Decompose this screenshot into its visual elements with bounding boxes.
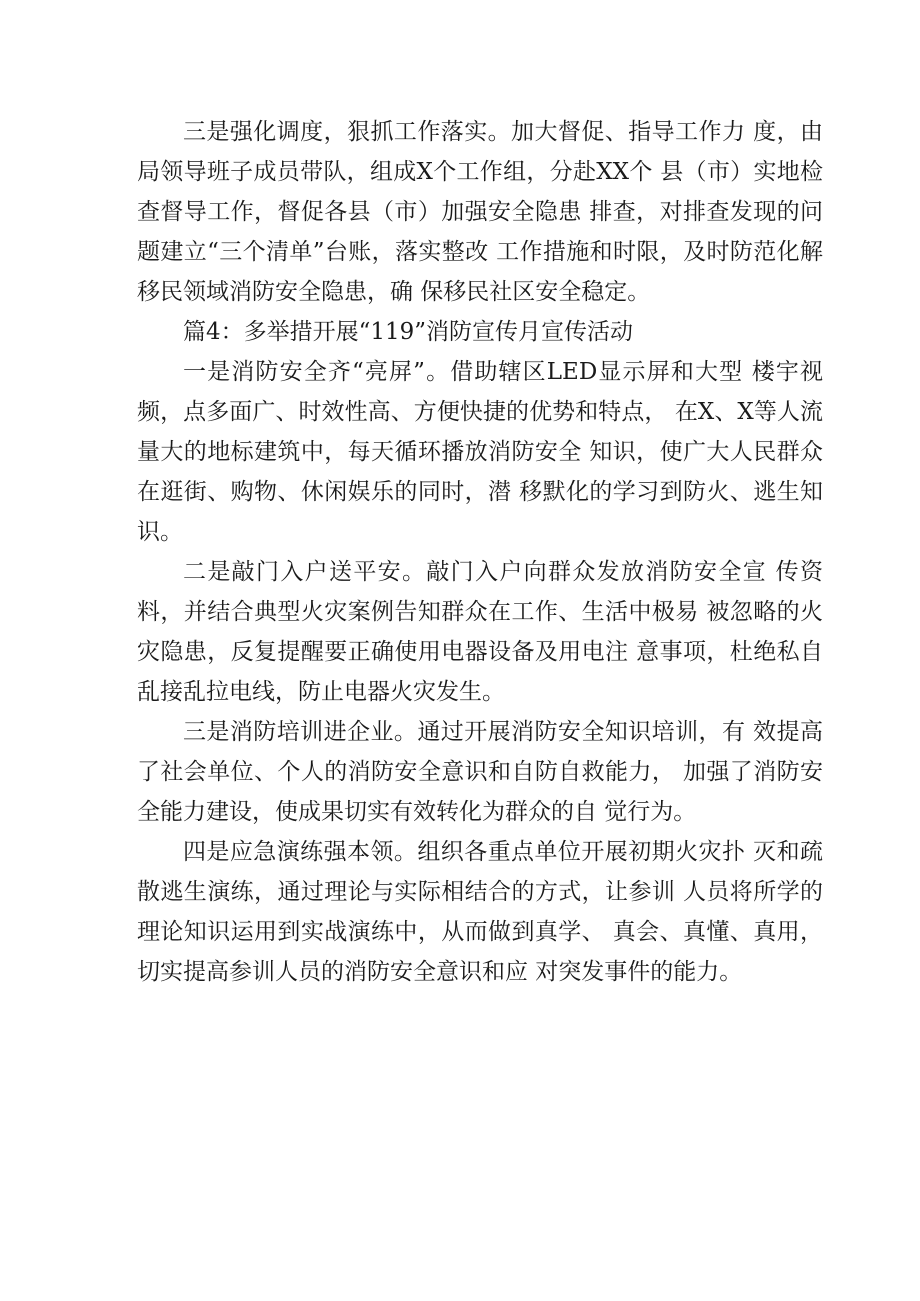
- paragraph-enterprise-training: 三是消防培训进企业。通过开展消防安全知识培训，有 效提高了社会单位、个人的消防安全意识和自防自救能力， 加强了消防安全能力建设，使成果切实有效转化为群众的自 觉行为。: [137, 719, 823, 825]
- document-body: [137, 112, 823, 992]
- section-heading-chapter-4: 篇4：多举措开展“119”消防宣传月宣传活动: [183, 319, 634, 345]
- paragraph-dispatch-implementation: 三是强化调度，狠抓工作落实。加大督促、指导工作力 度，由局领导班子成员带队，组成X个工作组，分赴XX个 县（市）实地检查督导工作，督促各县（市）加强安全隐患 排查，对排查发现的问题建立“三个清单”台账，落实整改 工作措施和时限，及时防范化解移民领域消防安全隐患，确 保移民社区安全稳定。: [137, 119, 823, 305]
- paragraph-screen-publicity: 一是消防安全齐“亮屏”。借助辖区LED显示屏和大型 楼宇视频，点多面广、时效性高、方便快捷的优势和特点， 在X、X等人流量大的地标建筑中，每天循环播放消防安全 知识，使广大人民群众在逛街、购物、休闲娱乐的同时，潜 移默化的学习到防火、逃生知识。: [137, 359, 823, 545]
- paragraph-emergency-drill: 四是应急演练强本领。组织各重点单位开展初期火灾扑 灭和疏散逃生演练，通过理论与实际相结合的方式，让参训 人员将所学的理论知识运用到实战演练中，从而做到真学、 真会、真懂、真用，切实提高参训人员的消防安全意识和应 对突发事件的能力。: [137, 839, 823, 985]
- paragraph-door-to-door: 二是敲门入户送平安。敲门入户向群众发放消防安全宣 传资料，并结合典型火灾案例告知群众在工作、生活中极易 被忽略的火灾隐患，反复提醒要正确使用电器设备及用电注 意事项，杜绝私自乱接乱拉电线，防止电器火灾发生。: [137, 559, 823, 705]
